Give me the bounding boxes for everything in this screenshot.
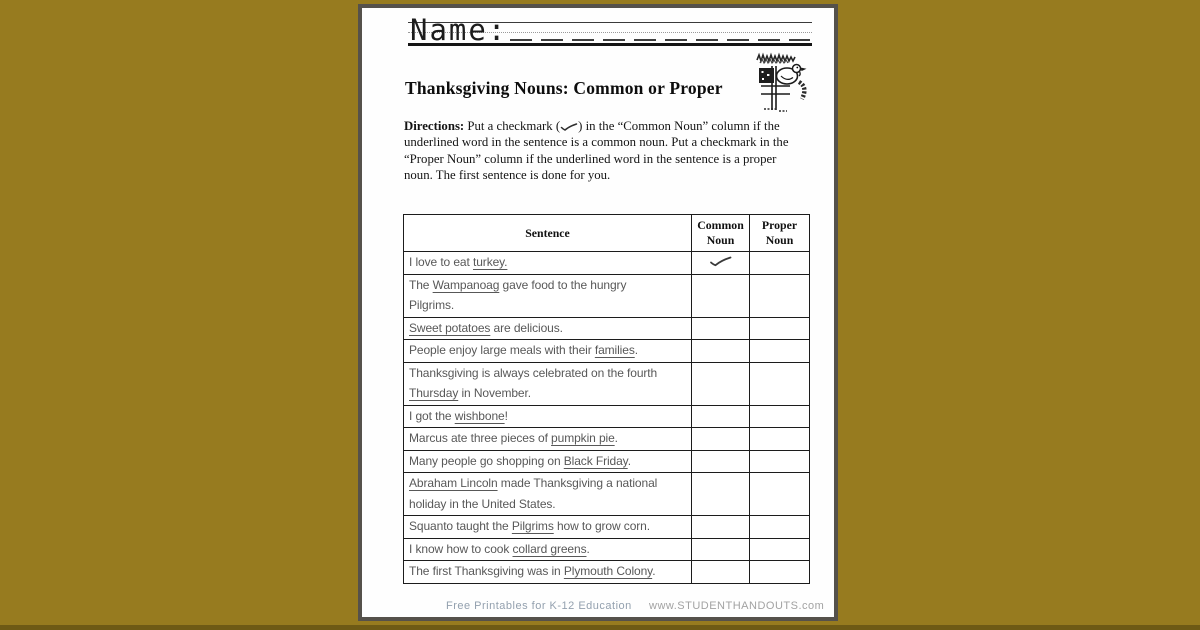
sentence-cell <box>404 450 692 473</box>
directions-body-start: Put a checkmark ( <box>464 119 561 133</box>
proper-noun-cell <box>750 516 810 539</box>
sentence-cell <box>404 340 692 363</box>
sentence-text: are delicious. <box>490 320 563 335</box>
sentence-text: Many people go shopping on <box>409 453 564 468</box>
table-row <box>404 252 810 275</box>
table-row <box>404 450 810 473</box>
sentence-cell <box>404 538 692 561</box>
underlined-noun: wishbone <box>454 408 505 423</box>
underlined-noun: families <box>594 343 635 357</box>
sentence-text: . <box>634 343 638 357</box>
common-noun-cell <box>692 516 750 539</box>
directions-body-end: ) in the “Common Noun” column if the underlined word in the sentence is a common noun. Put a checkmark in the “Proper Noun” column if the underlined word in the sentence is a proper noun. The first sentence is done for you. <box>404 119 789 183</box>
proper-noun-cell <box>750 252 810 275</box>
sentence-text: made Thanksgiving a national <box>497 476 658 490</box>
sentence-cell <box>404 252 692 275</box>
name-line <box>408 14 812 46</box>
name-write-dashes <box>510 39 810 41</box>
common-noun-cell <box>692 450 750 473</box>
sentence-text: The <box>409 277 433 292</box>
sentence-cell <box>404 428 692 451</box>
sentence-text: People enjoy large meals with their <box>409 343 595 357</box>
sentence-cell <box>404 405 692 428</box>
sentence-text: I know how to cook <box>409 541 513 556</box>
underlined-noun: Sweet potatoes <box>409 320 491 335</box>
footer-website: www.STUDENTHANDOUTS.com <box>649 600 825 612</box>
sentence-text: . <box>652 564 656 578</box>
table-row <box>404 405 810 428</box>
noun-table-body <box>404 252 810 584</box>
table-row <box>404 362 810 405</box>
table-row <box>404 561 810 584</box>
directions-text <box>404 118 806 184</box>
underlined-noun: Wampanoag <box>432 277 500 292</box>
sentence-cell <box>404 561 692 584</box>
proper-noun-cell <box>750 317 810 340</box>
sentence-text: Thanksgiving is always celebrated on the fourth <box>409 365 658 380</box>
common-noun-cell <box>692 428 750 451</box>
table-row <box>404 340 810 363</box>
check-icon <box>560 119 578 133</box>
table-row <box>404 538 810 561</box>
sentence-cell <box>404 362 692 405</box>
turkey-icon <box>752 52 812 114</box>
check-icon <box>709 256 733 267</box>
sentence-text: . <box>627 453 631 468</box>
noun-table <box>403 214 810 584</box>
worksheet-paper <box>358 4 838 621</box>
directions-label: Directions: <box>404 119 465 133</box>
common-noun-cell <box>692 317 750 340</box>
common-noun-cell <box>692 362 750 405</box>
sentence-text: how to grow corn. <box>553 519 650 533</box>
table-row <box>404 473 810 516</box>
sentence-text: in November. <box>458 386 531 400</box>
sentence-cell <box>404 516 692 539</box>
header-sentence: Sentence <box>404 215 692 252</box>
sentence-text: Squanto taught the <box>409 519 512 533</box>
sentence-text: holiday in the United States. <box>409 496 556 511</box>
underlined-noun: pumpkin pie <box>551 431 615 445</box>
proper-noun-cell <box>750 473 810 516</box>
footer-free-printables: Free Printables for K-12 Education <box>446 600 632 612</box>
proper-noun-cell <box>750 428 810 451</box>
sentence-text: I got the <box>409 408 455 423</box>
common-noun-cell <box>692 538 750 561</box>
proper-noun-cell <box>750 561 810 584</box>
sentence-text: . <box>614 431 618 445</box>
name-label: Name: <box>410 13 508 47</box>
table-row <box>404 428 810 451</box>
sentence-text: I love to eat <box>409 255 473 269</box>
header-common-noun: Common Noun <box>692 215 750 252</box>
table-row <box>404 317 810 340</box>
common-noun-cell <box>692 561 750 584</box>
underlined-noun: turkey. <box>472 255 508 269</box>
underlined-noun: Thursday <box>409 386 459 400</box>
common-noun-cell <box>692 274 750 317</box>
sentence-text: Marcus ate three pieces of <box>409 431 552 445</box>
common-noun-cell <box>692 473 750 516</box>
common-noun-cell <box>692 405 750 428</box>
underlined-noun: collard greens <box>512 541 587 556</box>
proper-noun-cell <box>750 274 810 317</box>
common-noun-cell <box>692 340 750 363</box>
sentence-text: ! <box>504 408 508 423</box>
underlined-noun: Black Friday <box>563 453 628 468</box>
header-proper-noun: Proper Noun <box>750 215 810 252</box>
underlined-noun: Abraham Lincoln <box>409 476 498 490</box>
proper-noun-cell <box>750 405 810 428</box>
proper-noun-cell <box>750 538 810 561</box>
proper-noun-cell <box>750 340 810 363</box>
sentence-text: gave food to the hungry <box>499 277 627 292</box>
common-noun-cell <box>692 252 750 275</box>
proper-noun-cell <box>750 450 810 473</box>
table-row <box>404 274 810 317</box>
sentence-text: . <box>586 541 590 556</box>
table-header-row <box>404 215 810 252</box>
sentence-cell <box>404 317 692 340</box>
sentence-cell <box>404 473 692 516</box>
underlined-noun: Plymouth Colony <box>563 564 653 578</box>
table-row <box>404 516 810 539</box>
worksheet-title: Thanksgiving Nouns: Common or Proper <box>405 78 723 98</box>
sentence-cell <box>404 274 692 317</box>
sentence-text: Pilgrims. <box>409 298 455 312</box>
proper-noun-cell <box>750 362 810 405</box>
underlined-noun: Pilgrims <box>511 519 554 533</box>
sentence-text: The first Thanksgiving was in <box>409 564 564 578</box>
